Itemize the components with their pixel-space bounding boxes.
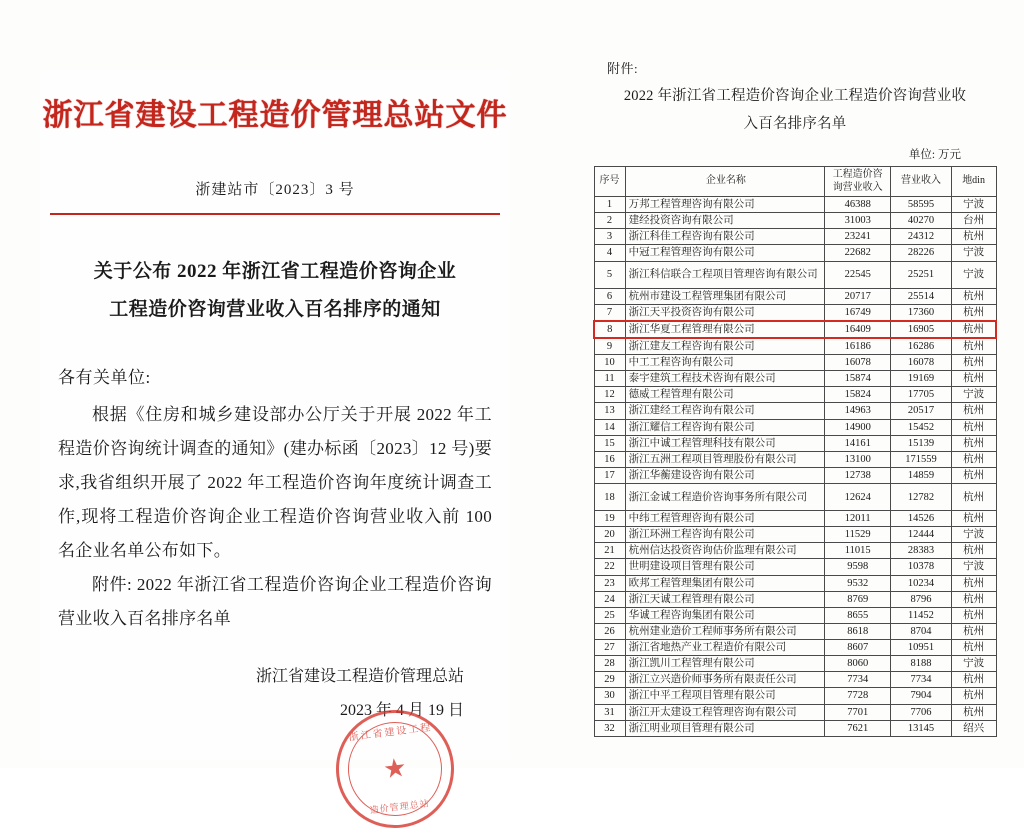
unit-note: 单位: 万元: [908, 149, 961, 162]
col-header-consult-revenue: [825, 167, 891, 197]
table-header-row: [594, 167, 996, 197]
col-header-consult-revenue-line2: 询营业收入: [832, 181, 883, 193]
cell-consult-revenue: 20717: [825, 288, 891, 304]
cell-consult-revenue: 16409: [825, 321, 891, 338]
cell-consult-revenue: 11529: [825, 527, 891, 543]
cell-consult-revenue: 8769: [825, 591, 891, 607]
cell-consult-revenue: 9598: [825, 559, 891, 575]
cell-location: 绍兴: [951, 720, 996, 736]
col-header-name: 企业名称: [625, 167, 825, 197]
cell-rank-no: 7: [594, 304, 625, 321]
seal-star-icon: ★: [381, 752, 409, 785]
cell-company-name: 浙江天诚工程管理有限公司: [625, 591, 825, 607]
cell-consult-revenue: 12011: [825, 511, 891, 527]
cell-total-revenue: 10951: [891, 640, 951, 656]
table-row: [594, 403, 996, 419]
notice-body: [58, 398, 492, 636]
cell-rank-no: 18: [594, 484, 625, 511]
cell-rank-no: 28: [594, 656, 625, 672]
cell-company-name: 中纬工程管理咨询有限公司: [625, 511, 825, 527]
table-row: [594, 304, 996, 321]
notice-title-line-1: 关于公布 2022 年浙江省工程造价咨询企业: [93, 261, 457, 282]
table-row: [594, 467, 996, 483]
cell-total-revenue: 16286: [891, 338, 951, 355]
cell-location: 宁波: [951, 245, 996, 261]
col-header-total-revenue: 营业收入: [891, 167, 951, 197]
notice-title: [40, 253, 510, 329]
table-row: [594, 338, 996, 355]
cell-location: 杭州: [951, 511, 996, 527]
cell-total-revenue: 12444: [891, 527, 951, 543]
cell-company-name: 浙江五洲工程项目管理股份有限公司: [625, 451, 825, 467]
table-row: [594, 527, 996, 543]
cell-location: 台州: [951, 213, 996, 229]
cell-company-name: 中工工程咨询有限公司: [625, 355, 825, 371]
table-row: [594, 484, 996, 511]
cell-consult-revenue: 8607: [825, 640, 891, 656]
cell-rank-no: 1: [594, 197, 625, 213]
cell-company-name: 浙江科佳工程咨询有限公司: [625, 229, 825, 245]
cell-consult-revenue: 15824: [825, 387, 891, 403]
cell-company-name: 浙江明业项目管理有限公司: [625, 720, 825, 736]
cell-company-name: 浙江中平工程项目管理有限公司: [625, 688, 825, 704]
cell-company-name: 建经投资咨询有限公司: [625, 213, 825, 229]
cell-total-revenue: 7706: [891, 704, 951, 720]
cell-total-revenue: 171559: [891, 451, 951, 467]
ranking-table-body: [594, 197, 996, 737]
cell-rank-no: 25: [594, 607, 625, 623]
cell-location: 杭州: [951, 467, 996, 483]
cell-consult-revenue: 23241: [825, 229, 891, 245]
signature-date: 2023 年 4 月 19 日: [339, 701, 464, 719]
cell-total-revenue: 17360: [891, 304, 951, 321]
cell-company-name: 杭州信达投资咨询估价监理有限公司: [625, 543, 825, 559]
cell-total-revenue: 7734: [891, 672, 951, 688]
cell-consult-revenue: 8060: [825, 656, 891, 672]
cell-location: 杭州: [951, 288, 996, 304]
seal-top-text: 浙江省建设工程: [348, 722, 433, 744]
cell-consult-revenue: 16749: [825, 304, 891, 321]
body-paragraph-2: 附件: 2022 年浙江省工程造价咨询企业工程造价咨询营业收入百名排序名单: [58, 575, 492, 628]
cell-location: 杭州: [951, 371, 996, 387]
cell-location: 杭州: [951, 704, 996, 720]
cell-total-revenue: 17705: [891, 387, 951, 403]
issuing-authority-header: 浙江省建设工程造价管理总站文件: [42, 98, 508, 133]
cell-location: 杭州: [951, 419, 996, 435]
cell-total-revenue: 15452: [891, 419, 951, 435]
cell-rank-no: 30: [594, 688, 625, 704]
table-row: [594, 672, 996, 688]
table-row: [594, 371, 996, 387]
table-row: [594, 387, 996, 403]
cell-consult-revenue: 7701: [825, 704, 891, 720]
cell-company-name: 中冠工程管理咨询有限公司: [625, 245, 825, 261]
cell-rank-no: 24: [594, 591, 625, 607]
cell-rank-no: 31: [594, 704, 625, 720]
cell-consult-revenue: 13100: [825, 451, 891, 467]
cell-rank-no: 9: [594, 338, 625, 355]
attachment-ranking-page: [585, 58, 1005, 737]
cell-total-revenue: 19169: [891, 371, 951, 387]
table-row: [594, 511, 996, 527]
cell-company-name: 浙江金诚工程造价咨询事务所有限公司: [625, 484, 825, 511]
cell-rank-no: 21: [594, 543, 625, 559]
cell-rank-no: 17: [594, 467, 625, 483]
cell-total-revenue: 8796: [891, 591, 951, 607]
seal-bottom-text: 造价管理总站: [369, 798, 431, 816]
notice-title-line-2: 工程造价咨询营业收入百名排序的通知: [109, 299, 441, 320]
cell-total-revenue: 10234: [891, 575, 951, 591]
cell-rank-no: 10: [594, 355, 625, 371]
table-row: [594, 435, 996, 451]
cell-location: 杭州: [951, 229, 996, 245]
attachment-label: 附件:: [607, 61, 639, 76]
cell-company-name: 世明建设项目管理有限公司: [625, 559, 825, 575]
cell-total-revenue: 40270: [891, 213, 951, 229]
cell-rank-no: 19: [594, 511, 625, 527]
cell-rank-no: 12: [594, 387, 625, 403]
cell-rank-no: 26: [594, 623, 625, 639]
table-row: [594, 261, 996, 288]
cell-total-revenue: 8188: [891, 656, 951, 672]
cell-consult-revenue: 14161: [825, 435, 891, 451]
cell-consult-revenue: 7728: [825, 688, 891, 704]
cell-consult-revenue: 14963: [825, 403, 891, 419]
cell-consult-revenue: 16078: [825, 355, 891, 371]
table-row: [594, 321, 996, 338]
cell-rank-no: 14: [594, 419, 625, 435]
cell-location: 杭州: [951, 484, 996, 511]
body-paragraph-1: 根据《住房和城乡建设部办公厅关于开展 2022 年工程造价咨询统计调查的通知》(建办标函〔2023〕12 号)要求,我省组织开展了 2022 年工程造价咨询年度统计调查工作,现将工程造价咨询企业工程造价咨询营业收入前 100 名企业名单公布如下。: [58, 405, 492, 560]
table-row: [594, 640, 996, 656]
cell-consult-revenue: 46388: [825, 197, 891, 213]
cell-rank-no: 2: [594, 213, 625, 229]
cell-total-revenue: 8704: [891, 623, 951, 639]
cell-rank-no: 20: [594, 527, 625, 543]
cell-company-name: 浙江中诚工程管理科技有限公司: [625, 435, 825, 451]
cell-location: 杭州: [951, 688, 996, 704]
table-row: [594, 451, 996, 467]
cell-company-name: 浙江凯川工程管理有限公司: [625, 656, 825, 672]
cell-consult-revenue: 9532: [825, 575, 891, 591]
cell-location: 杭州: [951, 672, 996, 688]
cell-rank-no: 22: [594, 559, 625, 575]
attachment-title: [585, 83, 1005, 138]
cell-rank-no: 5: [594, 261, 625, 288]
cell-company-name: 浙江华夏工程管理有限公司: [625, 321, 825, 338]
col-header-location: 地din: [951, 167, 996, 197]
cell-company-name: 浙江环洲工程咨询有限公司: [625, 527, 825, 543]
table-row: [594, 623, 996, 639]
table-row: [594, 607, 996, 623]
table-row: [594, 720, 996, 736]
cell-location: 杭州: [951, 304, 996, 321]
table-row: [594, 543, 996, 559]
cell-total-revenue: 10378: [891, 559, 951, 575]
official-notice-document: [40, 70, 510, 816]
cell-total-revenue: 12782: [891, 484, 951, 511]
cell-location: 杭州: [951, 435, 996, 451]
table-row: [594, 656, 996, 672]
cell-location: 宁波: [951, 656, 996, 672]
cell-location: 杭州: [951, 355, 996, 371]
cell-total-revenue: 11452: [891, 607, 951, 623]
cell-rank-no: 29: [594, 672, 625, 688]
cell-location: 杭州: [951, 575, 996, 591]
cell-company-name: 万邦工程管理咨询有限公司: [625, 197, 825, 213]
cell-consult-revenue: 7734: [825, 672, 891, 688]
cell-company-name: 杭州市建设工程管理集团有限公司: [625, 288, 825, 304]
table-row: [594, 704, 996, 720]
cell-total-revenue: 16905: [891, 321, 951, 338]
cell-consult-revenue: 14900: [825, 419, 891, 435]
col-header-no: 序号: [594, 167, 625, 197]
document-number: 浙建站市〔2023〕3 号: [195, 182, 355, 198]
cell-location: 杭州: [951, 321, 996, 338]
cell-company-name: 浙江建友工程咨询有限公司: [625, 338, 825, 355]
cell-total-revenue: 24312: [891, 229, 951, 245]
cell-rank-no: 32: [594, 720, 625, 736]
cell-rank-no: 16: [594, 451, 625, 467]
ranking-table-head: [594, 167, 996, 197]
table-row: [594, 245, 996, 261]
cell-total-revenue: 13145: [891, 720, 951, 736]
cell-total-revenue: 25251: [891, 261, 951, 288]
table-row: [594, 559, 996, 575]
cell-rank-no: 27: [594, 640, 625, 656]
table-row: [594, 419, 996, 435]
cell-consult-revenue: 11015: [825, 543, 891, 559]
cell-rank-no: 23: [594, 575, 625, 591]
cell-total-revenue: 16078: [891, 355, 951, 371]
cell-total-revenue: 28383: [891, 543, 951, 559]
cell-total-revenue: 14526: [891, 511, 951, 527]
cell-company-name: 德威工程管理有限公司: [625, 387, 825, 403]
cell-company-name: 泰宇建筑工程技术咨询有限公司: [625, 371, 825, 387]
cell-location: 宁波: [951, 261, 996, 288]
cell-location: 杭州: [951, 338, 996, 355]
cell-location: 杭州: [951, 451, 996, 467]
cell-consult-revenue: 7621: [825, 720, 891, 736]
signer-name: 浙江省建设工程造价管理总站: [255, 668, 464, 685]
cell-total-revenue: 28226: [891, 245, 951, 261]
cell-consult-revenue: 12738: [825, 467, 891, 483]
cell-company-name: 浙江华蘅建设咨询有限公司: [625, 467, 825, 483]
table-row: [594, 213, 996, 229]
col-header-consult-revenue-line1: 工程造价咨: [832, 169, 883, 181]
cell-location: 宁波: [951, 197, 996, 213]
salutation: 各有关单位:: [58, 368, 151, 387]
cell-rank-no: 6: [594, 288, 625, 304]
ranking-table: [593, 166, 997, 737]
cell-consult-revenue: 15874: [825, 371, 891, 387]
cell-rank-no: 13: [594, 403, 625, 419]
cell-consult-revenue: 12624: [825, 484, 891, 511]
cell-consult-revenue: 16186: [825, 338, 891, 355]
table-row: [594, 288, 996, 304]
cell-consult-revenue: 31003: [825, 213, 891, 229]
cell-location: 杭州: [951, 591, 996, 607]
cell-company-name: 浙江立兴造价师事务所有限责任公司: [625, 672, 825, 688]
cell-location: 杭州: [951, 543, 996, 559]
cell-total-revenue: 25514: [891, 288, 951, 304]
cell-consult-revenue: 22545: [825, 261, 891, 288]
cell-location: 杭州: [951, 640, 996, 656]
cell-rank-no: 15: [594, 435, 625, 451]
cell-company-name: 杭州建业造价工程师事务所有限公司: [625, 623, 825, 639]
table-row: [594, 591, 996, 607]
cell-consult-revenue: 8655: [825, 607, 891, 623]
table-row: [594, 197, 996, 213]
table-row: [594, 229, 996, 245]
cell-location: 杭州: [951, 623, 996, 639]
cell-company-name: 浙江耀信工程咨询有限公司: [625, 419, 825, 435]
cell-company-name: 浙江省地热产业工程造价有限公司: [625, 640, 825, 656]
cell-rank-no: 8: [594, 321, 625, 338]
cell-rank-no: 11: [594, 371, 625, 387]
cell-company-name: 浙江建经工程咨询有限公司: [625, 403, 825, 419]
cell-consult-revenue: 22682: [825, 245, 891, 261]
cell-total-revenue: 58595: [891, 197, 951, 213]
cell-company-name: 浙江科信联合工程项目管理咨询有限公司: [625, 261, 825, 288]
table-row: [594, 688, 996, 704]
cell-company-name: 浙江开太建设工程管理咨询有限公司: [625, 704, 825, 720]
cell-total-revenue: 7904: [891, 688, 951, 704]
cell-company-name: 华诚工程咨询集团有限公司: [625, 607, 825, 623]
cell-total-revenue: 14859: [891, 467, 951, 483]
red-divider-rule: [50, 213, 500, 215]
cell-location: 杭州: [951, 403, 996, 419]
cell-location: 宁波: [951, 387, 996, 403]
cell-total-revenue: 15139: [891, 435, 951, 451]
table-row: [594, 575, 996, 591]
attachment-title-line-1: 2022 年浙江省工程造价咨询企业工程造价咨询营业收: [623, 88, 967, 104]
cell-consult-revenue: 8618: [825, 623, 891, 639]
cell-company-name: 欧邦工程管理集团有限公司: [625, 575, 825, 591]
cell-rank-no: 4: [594, 245, 625, 261]
cell-location: 杭州: [951, 607, 996, 623]
attachment-title-line-2: 入百名排序名单: [743, 115, 847, 132]
cell-location: 宁波: [951, 527, 996, 543]
table-row: [594, 355, 996, 371]
cell-location: 宁波: [951, 559, 996, 575]
cell-company-name: 浙江天平投资咨询有限公司: [625, 304, 825, 321]
cell-rank-no: 3: [594, 229, 625, 245]
cell-total-revenue: 20517: [891, 403, 951, 419]
